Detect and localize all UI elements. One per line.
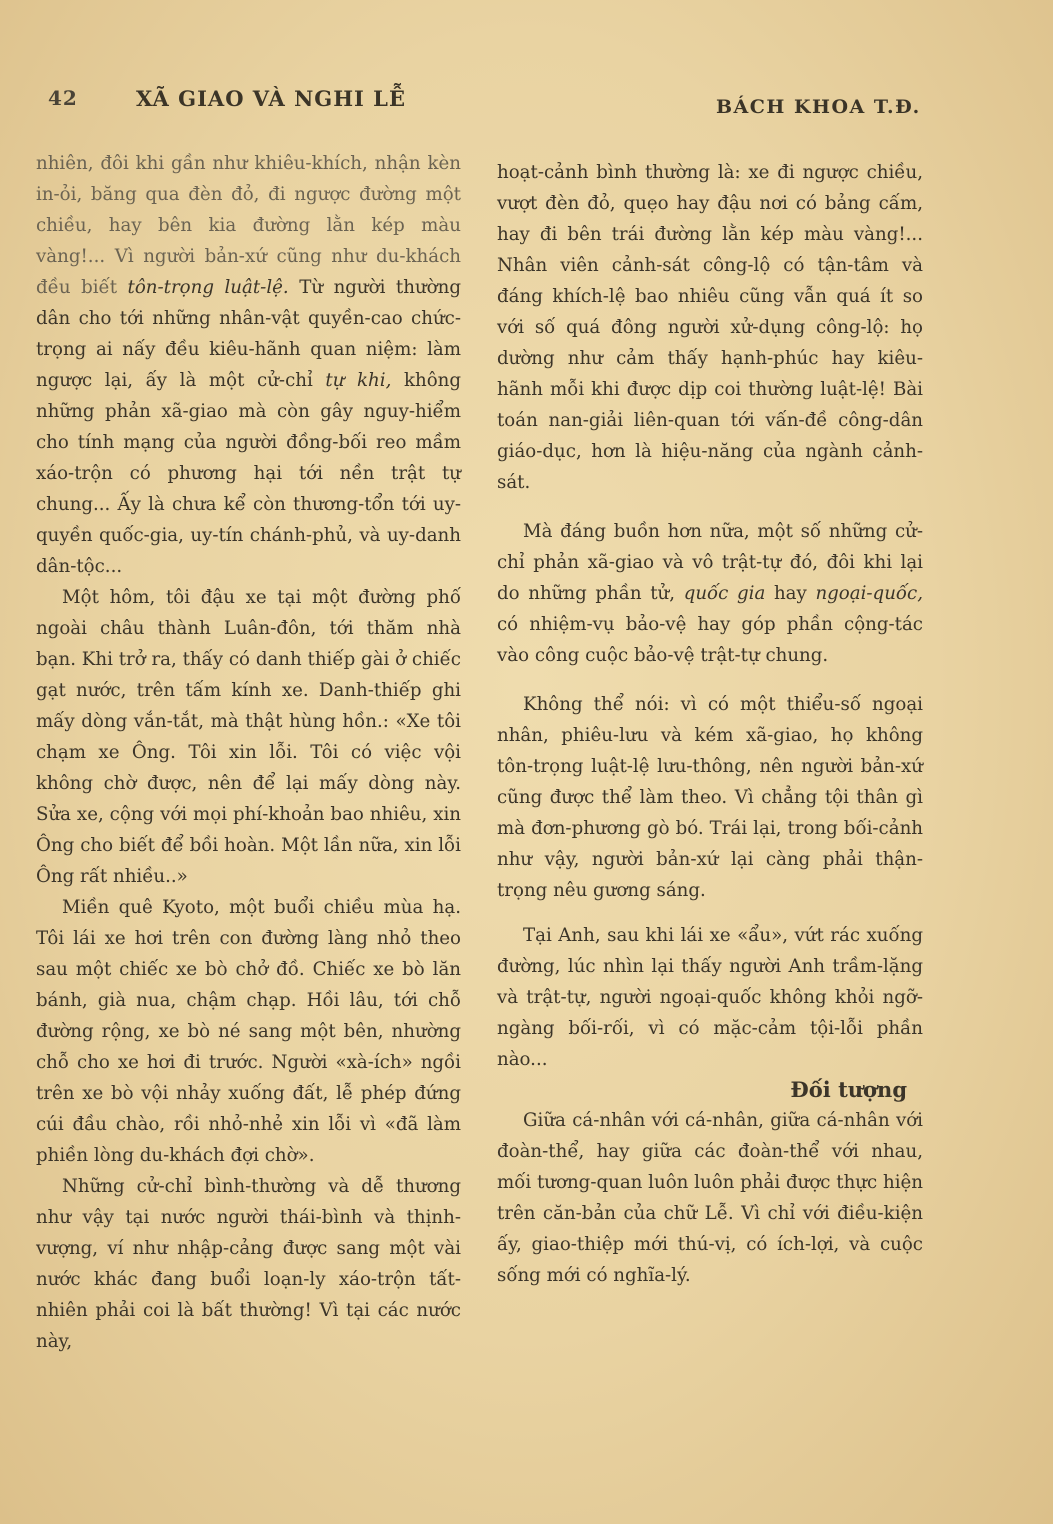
right-paragraph-1: hoạt-cảnh bình thường là: xe đi ngược chiều, vượt đèn đỏ, quẹo hay đậu nơi có bảng cấm, hay đi bên trái đường lằn kép màu vàng!... Nhân viên cảnh-sát công-lộ có tận-tâm và đáng khích-lệ bao nhiêu cũng vẫn quá ít so với số quá đông người xử-dụng công-lộ: họ dường như cảm thấy hạnh-phúc hay kiêu-hãnh mỗi khi được dịp coi thường luật-lệ! Bài toán nan-giải liên-quan tới vấn-đề công-dân giáo-dục, hơn là hiệu-năng của ngành cảnh-sát. xyxy=(497,162,923,493)
right-paragraph-4: Tại Anh, sau khi lái xe «ẩu», vứt rác xuống đường, lúc nhìn lại thấy người Anh trầm-lặng và trật-tự, người ngoại-quốc không khỏi ngỡ-ngàng bối-rối, vì có mặc-cảm tội-lỗi phần nào... xyxy=(497,925,923,1070)
right-paragraph-2: Mà đáng buồn hơn nữa, một số những cử-chỉ phản xã-giao và vô trật-tự đó, đôi khi lại do những phần tử, quốc gia hay ngoại-quốc, có nhiệm-vụ bảo-vệ hay góp phần cộng-tác vào công cuộc bảo-vệ trật-tự chung. xyxy=(497,521,923,666)
section-heading: Đối tượng xyxy=(790,1077,907,1102)
left-paragraph-3: Miền quê Kyoto, một buổi chiều mùa hạ. Tôi lái xe hơi trên con đường làng nhỏ theo sau một chiếc xe bò chở đồ. Chiếc xe bò lăn bánh, già nua, chậm chạp. Hồi lâu, tới chỗ đường rộng, xe bò né sang một bên, nhường chỗ cho xe hơi đi trước. Người «xà-ích» ngồi trên xe bò vội nhảy xuống đất, lễ phép đứng cúi đầu chào, rồi nhỏ-nhẻ xin lỗi vì «đã làm phiền lòng du-khách đợi chờ». xyxy=(36,897,461,1166)
page-number: 42 xyxy=(48,86,78,110)
page-header xyxy=(0,84,1053,124)
right-paragraph-5: Giữa cá-nhân với cá-nhân, giữa cá-nhân với đoàn-thể, hay giữa các đoàn-thể với nhau, mối tương-quan luôn luôn phải được thực hiện trên căn-bản của chữ Lễ. Vì chỉ với điều-kiện ấy, giao-thiệp mới thú-vị, có ích-lợi, và cuộc sống mới có nghĩa-lý. xyxy=(497,1110,923,1286)
left-paragraph-2: Một hôm, tôi đậu xe tại một đường phố ngoài châu thành Luân-đôn, tới thăm nhà bạn. Khi trở ra, thấy có danh thiếp gài ở chiếc gạt nước, trên tấm kính xe. Danh-thiếp ghi mấy dòng vắn-tắt, mà thật hùng hồn.: «Xe tôi chạm xe Ông. Tôi xin lỗi. Tôi có việc vội không chờ được, nên để lại mấy dòng này. Sửa xe, cộng với mọi phí-khoản bao nhiêu, xin Ông cho biết để bồi hoàn. Một lần nữa, xin lỗi Ông rất nhiều..» xyxy=(36,587,461,887)
running-title: XÃ GIAO VÀ NGHI LỄ xyxy=(136,86,406,111)
left-paragraph-1: nhiên, đôi khi gần như khiêu-khích, nhận kèn in-ỏi, băng qua đèn đỏ, đi ngược đường một chiều, hay bên kia đường lằn kép màu vàng!... Vì người bản-xứ cũng như du-khách đều biết tôn-trọng luật-lệ. Từ người thường dân cho tới những nhân-vật quyền-cao chức-trọng ai nấy đều kiêu-hãnh quan niệm: làm ngược lại, ấy là một cử-chỉ tự khi, không những phản xã-giao mà còn gây nguy-hiểm cho tính mạng của người đồng-bối reo mầm xáo-trộn có phương hại tới nền trật tự chung... Ấy là chưa kể còn thương-tổn tới uy-quyền quốc-gia, uy-tín chánh-phủ, và uy-danh dân-tộc... xyxy=(36,153,461,577)
left-paragraph-4: Những cử-chỉ bình-thường và dễ thương như vậy tại nước người thái-bình và thịnh-vượng, ví như nhập-cảng được sang một vài nước khác đang buổi loạn-ly xáo-trộn tất-nhiên phải coi là bất thường! Vì tại các nước này, xyxy=(36,1176,461,1352)
left-column xyxy=(36,148,461,1357)
right-column xyxy=(497,157,923,1291)
right-paragraph-3: Không thể nói: vì có một thiểu-số ngoại nhân, phiêu-lưu và kém xã-giao, họ không tôn-trọng luật-lệ lưu-thông, nên người bản-xứ cũng được thể làm theo. Vì chẳng tội thân gì mà đơn-phương gò bó. Trái lại, trong bối-cảnh như vậy, người bản-xứ lại càng phải thận-trọng nêu gương sáng. xyxy=(497,694,923,901)
publication-name: BÁCH KHOA T.Đ. xyxy=(716,96,921,118)
